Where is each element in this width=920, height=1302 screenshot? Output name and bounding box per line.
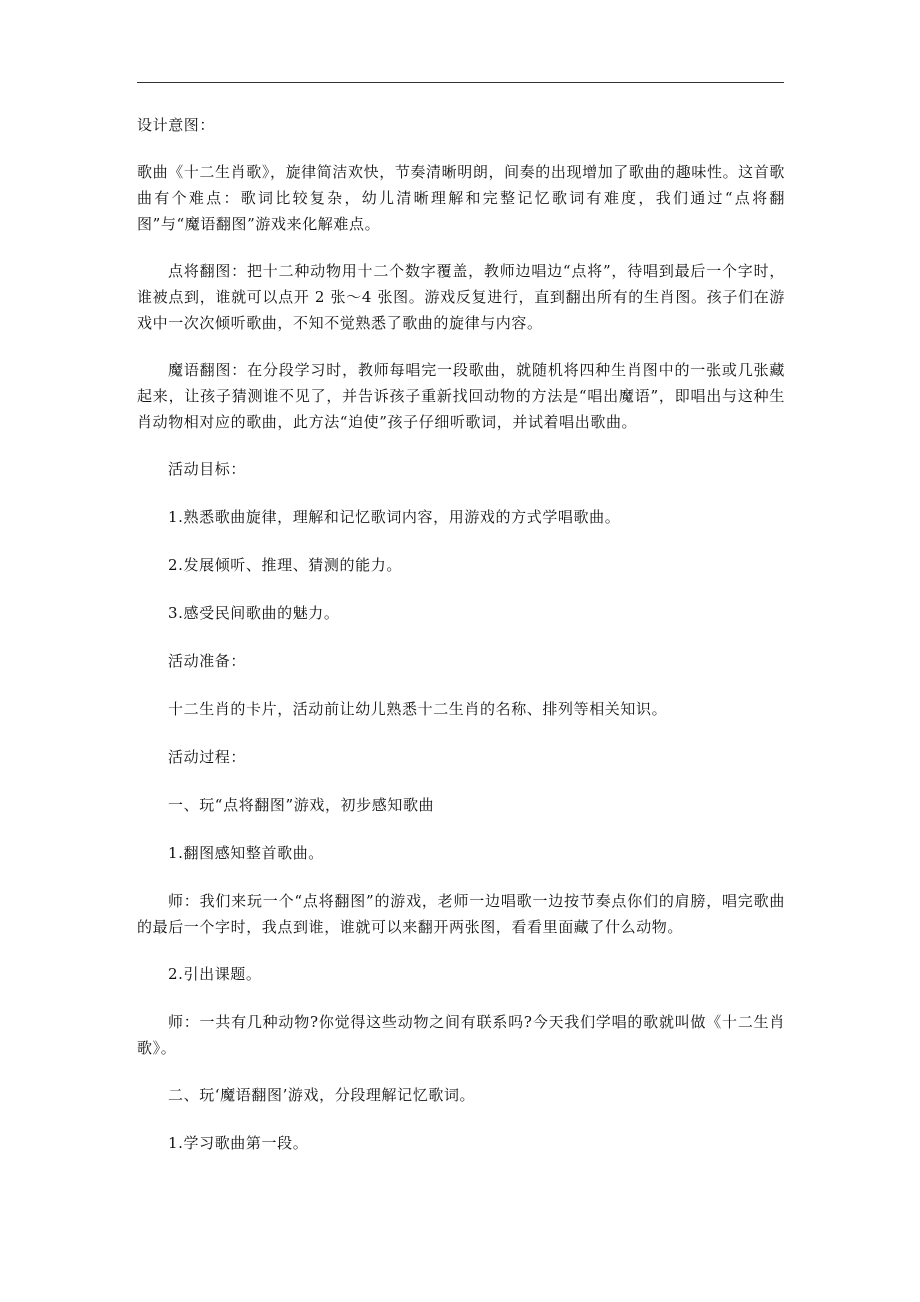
heading-activity-goals: 活动目标： xyxy=(168,460,247,478)
section-heading-1: 一、玩“点将翻图”游戏，初步感知歌曲 xyxy=(168,796,435,814)
heading-activity-preparation: 活动准备： xyxy=(168,652,247,670)
preparation-text: 十二生肖的卡片，活动前让幼儿熟悉十二生肖的名称、排列等相关知识。 xyxy=(168,700,668,718)
paragraph-dianjiang-fantu: 点将翻图：把十二种动物用十二个数字覆盖，教师边唱边“点将”，待唱到最后一个字时，谁被点到，谁就可以点开 2 张～4 张图。游戏反复进行，直到翻出所有的生肖图。孩子们在游戏中一次次倾听歌曲，不知不觉熟悉了歌曲的旋律与内容。 xyxy=(137,262,785,332)
paragraph-song-intro: 歌曲《十二生肖歌》，旋律简洁欢快，节奏清晰明朗，间奏的出现增加了歌曲的趣味性。这首歌曲有个难点：歌词比较复杂，幼儿清晰理解和完整记忆歌词有难度，我们通过“点将翻图”与“魔语翻图”游戏来化解难点。 xyxy=(137,163,785,233)
document-body xyxy=(137,112,785,1156)
goal-item-1: 1.熟悉歌曲旋律，理解和记忆歌词内容，用游戏的方式学唱歌曲。 xyxy=(168,508,621,526)
section-heading-2: 二、玩‘魔语翻图’游戏，分段理解记忆歌词。 xyxy=(168,1086,476,1104)
step-1-2: 2.引出课题。 xyxy=(168,965,262,983)
heading-design-intent: 设计意图： xyxy=(137,116,216,134)
step-2-1: 1.学习歌曲第一段。 xyxy=(168,1134,309,1152)
teacher-dialogue-1: 师：我们来玩一个“点将翻图”的游戏，老师一边唱歌一边按节奏点你们的肩膀，唱完歌曲的最后一个字时，我点到谁，谁就可以来翻开两张图，看看里面藏了什么动物。 xyxy=(137,892,785,936)
teacher-dialogue-2: 师：一共有几种动物?你觉得这些动物之间有联系吗?今天我们学唱的歌就叫做《十二生肖歌》。 xyxy=(137,1013,785,1057)
header-rule xyxy=(137,82,784,83)
heading-activity-process: 活动过程： xyxy=(168,748,247,766)
goal-item-2: 2.发展倾听、推理、猜测的能力。 xyxy=(168,556,402,574)
step-1-1: 1.翻图感知整首歌曲。 xyxy=(168,844,324,862)
paragraph-moyu-fantu: 魔语翻图：在分段学习时，教师每唱完一段歌曲，就随机将四种生肖图中的一张或几张藏起来，让孩子猜测谁不见了，并告诉孩子重新找回动物的方法是“唱出魔语”，即唱出与这种生肖动物相对应的歌曲，此方法“迫使”孩子仔细听歌词，并试着唱出歌曲。 xyxy=(137,361,785,431)
goal-item-3: 3.感受民间歌曲的魅力。 xyxy=(168,604,340,622)
